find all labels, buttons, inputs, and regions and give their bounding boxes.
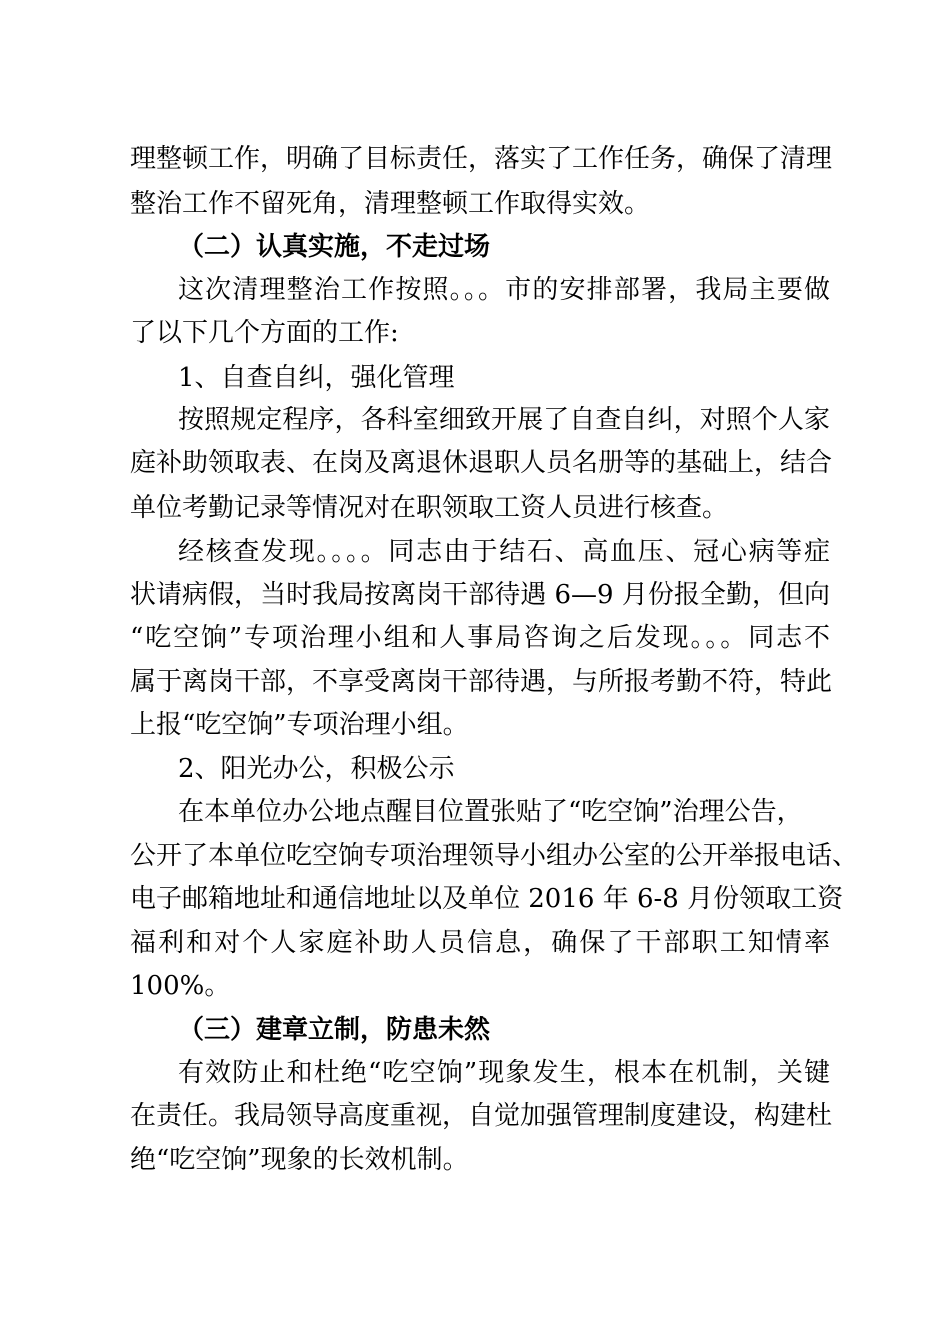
subsection-heading-1: 1、自查自纠，强化管理 [178, 363, 455, 393]
section-heading-2: （二）认真实施，不走过场 [178, 232, 491, 262]
paragraph-line: 经核查发现。。。。同志由于结石、高血压、冠心病等症 [178, 537, 830, 567]
paragraph-line: 绝“吃空饷”现象的长效机制。 [130, 1145, 469, 1175]
paragraph-line: 福利和对个人家庭补助人员信息，确保了干部职工知情率 [130, 928, 830, 958]
paragraph-line: 状请病假，当时我局按离岗干部待遇 6—9 月份报全勤，但向 [130, 580, 830, 610]
paragraph-line: 按照规定程序，各科室细致开展了自查自纠，对照个人家 [178, 405, 830, 435]
paragraph-line: 整治工作不留死角，清理整顿工作取得实效。 [130, 189, 651, 219]
paragraph-line: 单位考勤记录等情况对在职领取工资人员进行核查。 [130, 493, 729, 523]
paragraph-line: 属于离岗干部，不享受离岗干部待遇，与所报考勤不符，特此 [130, 667, 833, 697]
paragraph-line: 上报“吃空饷”专项治理小组。 [130, 710, 469, 740]
section-heading-3: （三）建章立制，防患未然 [178, 1015, 491, 1045]
paragraph-line: 庭补助领取表、在岗及离退休退职人员名册等的基础上，结合 [130, 448, 833, 478]
paragraph-line: 有效防止和杜绝“吃空饷”现象发生，根本在机制，关键 [178, 1058, 830, 1088]
paragraph-line: 在本单位办公地点醒目位置张贴了“吃空饷”治理公告， [178, 797, 803, 827]
paragraph-line: 在责任。我局领导高度重视，自觉加强管理制度建设，构建杜 [130, 1101, 833, 1131]
paragraph-line: 电子邮箱地址和通信地址以及单位 2016 年 6-8 月份领取工资 [130, 884, 844, 914]
paragraph-line: 了以下几个方面的工作: [130, 318, 399, 348]
paragraph-line: “吃空饷”专项治理小组和人事局咨询之后发现。。。同志不 [130, 623, 830, 653]
paragraph-line: 100%。 [130, 971, 231, 1001]
paragraph-line: 理整顿工作，明确了目标责任，落实了工作任务，确保了清理 [130, 144, 833, 174]
paragraph-line: 这次清理整治工作按照。。。市的安排部署，我局主要做 [178, 275, 830, 305]
subsection-heading-2: 2、阳光办公，积极公示 [178, 754, 455, 784]
paragraph-line: 公开了本单位吃空饷专项治理领导小组办公室的公开举报电话、 [130, 841, 859, 871]
